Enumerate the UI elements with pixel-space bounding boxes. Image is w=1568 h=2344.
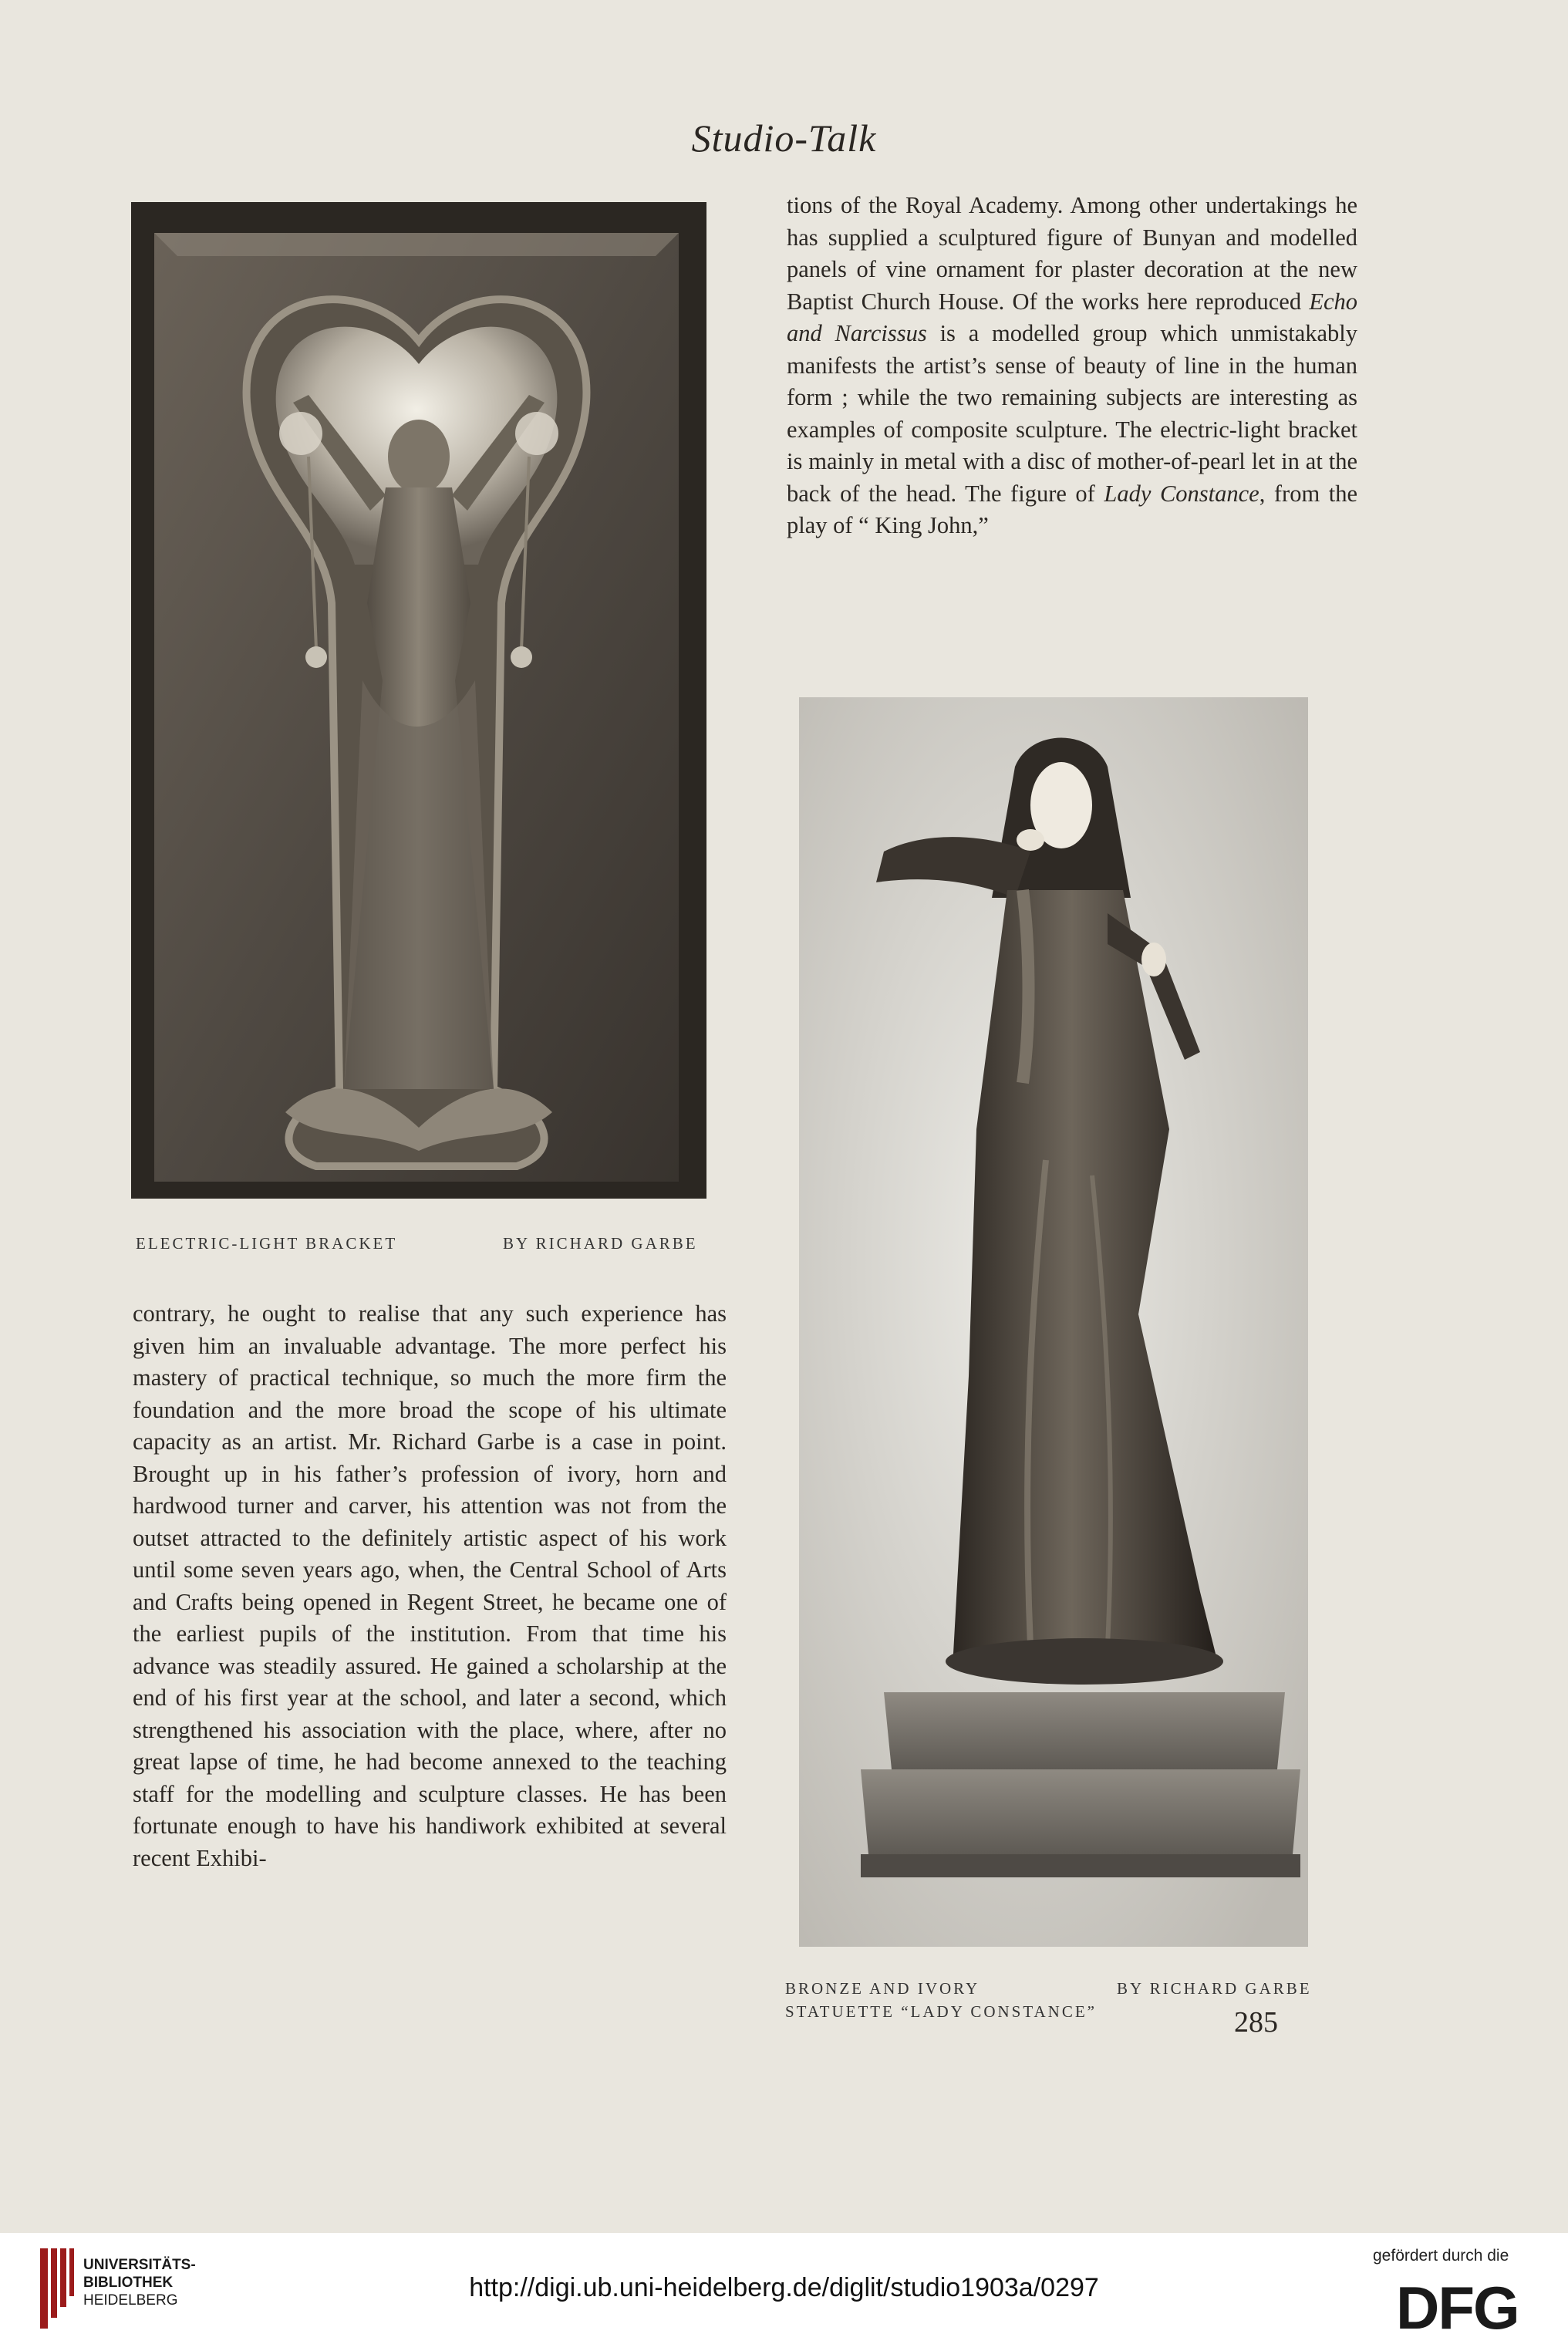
library-name-line3: HEIDELBERG bbox=[83, 2292, 178, 2309]
library-name-line2: BIBLIOTHEK bbox=[83, 2275, 174, 2291]
right-column-part-b: is a modelled group which unmistakably manifests the artist’s sense of beauty of line in the human form ; while the two remaining subjects are interesting as examples of composite sculpture. The electric-light bracket is mainly in metal with a disc of mother-of-pearl let in at the back of the head. The figure of bbox=[787, 320, 1357, 507]
statuette-photograph bbox=[799, 697, 1308, 1947]
library-name-line1: UNIVERSITÄTS- bbox=[83, 2257, 196, 2273]
statuette-caption-material: BRONZE AND IVORY bbox=[785, 1979, 980, 1998]
right-column-text bbox=[787, 190, 1357, 542]
footer bbox=[0, 2233, 1568, 2344]
source-url-link[interactable]: http://digi.ub.uni-heidelberg.de/diglit/studio1903a/0297 bbox=[469, 2273, 1099, 2302]
page-number: 285 bbox=[1234, 2006, 1278, 2039]
statuette-caption-credit: BY RICHARD GARBE bbox=[1117, 1979, 1312, 1998]
running-title: Studio-Talk bbox=[691, 116, 877, 160]
echo-narcissus-title: Echo and Narcissus bbox=[787, 288, 1357, 346]
statuette-caption-title: STATUETTE “LADY CONSTANCE” bbox=[785, 2002, 1097, 2021]
right-column-part-a: tions of the Royal Academy. Among other undertakings he has supplied a sculptured figure of Bunyan and modelled panels of vine ornament for plaster decoration at the new Baptist Church House. Of the works here reproduced bbox=[787, 192, 1357, 315]
bracket-caption-credit: BY RICHARD GARBE bbox=[503, 1234, 698, 1253]
dfg-logo: DFG bbox=[1396, 2274, 1519, 2342]
right-column-paragraph bbox=[787, 190, 1357, 542]
bracket-caption-title: ELECTRIC-LIGHT BRACKET bbox=[136, 1234, 398, 1253]
right-column-part-c: , from the play of “ King John,” bbox=[787, 480, 1357, 538]
left-column-text bbox=[133, 1298, 727, 1874]
funded-by-label: gefördert durch die bbox=[1373, 2247, 1509, 2265]
bracket-photograph bbox=[131, 202, 706, 1199]
lady-constance-title: Lady Constance bbox=[1104, 480, 1259, 507]
left-column-paragraph: contrary, he ought to realise that any such experience has given him an invaluable advantage. The more perfect his mastery of practical technique, so much the more firm the foundation and the more broad the scope of his ultimate capacity as an artist. Mr. Richard Garbe is a case in point. Brought up in his father’s profession of ivory, horn and hardwood turner and carver, his attention was not from the outset attracted to the definitely artistic aspect of his work until some seven years ago, when, the Central School of Arts and Crafts being opened in Regent Street, he became one of the earliest pupils of the institution. From that time his advance was steadily assured. He gained a scholarship at the end of his first year at the school, and later a second, which strengthened his association with the place, where, after no great lapse of time, he had become annexed to the teaching staff for the modelling and sculpture classes. He has been fortunate enough to have his handiwork exhibited at several recent Exhibi- bbox=[133, 1300, 727, 1871]
